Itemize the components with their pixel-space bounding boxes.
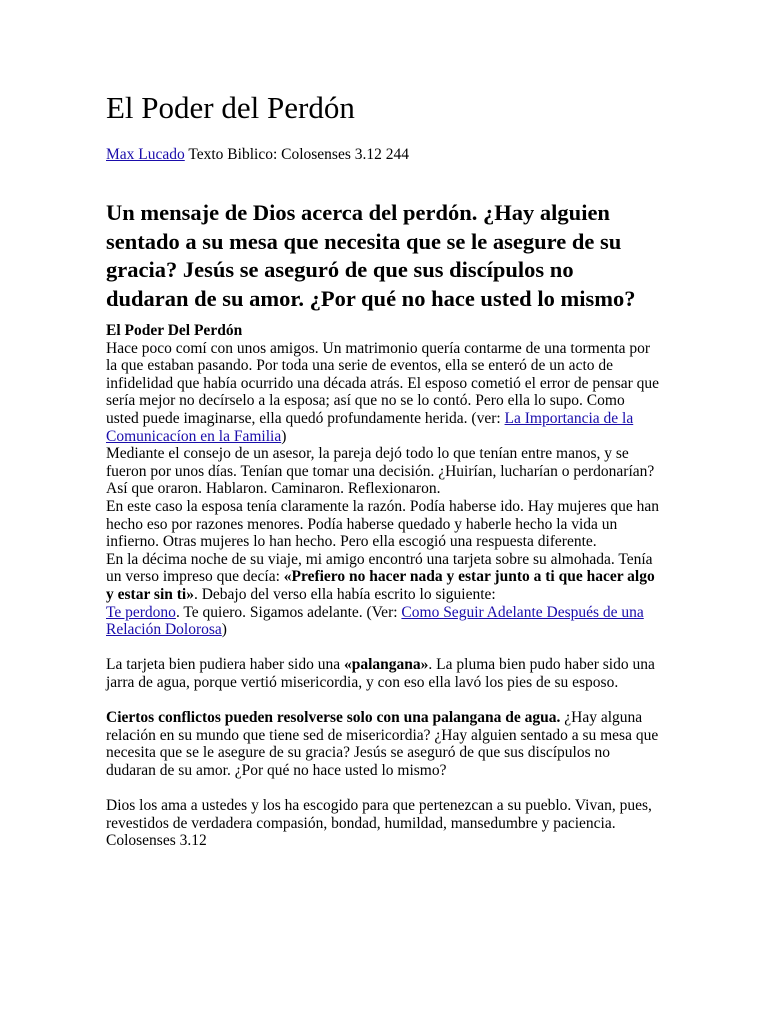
spacer bbox=[106, 639, 661, 657]
paragraph-3: En este caso la esposa tenía claramente la razón. Podía haberse ido. Hay mujeres que han hecho eso por razones menores. Podía haberse quedado y haberle hecho la vida un infierno. Otras mujeres lo han hecho. Pero ella escogió una respuesta diferente. bbox=[106, 497, 660, 551]
paragraph-5: Te perdono. Te quiero. Sigamos adelante. (Ver: Como Seguir Adelante Después de una Relación Dolorosa) bbox=[106, 603, 644, 639]
byline bbox=[106, 145, 409, 165]
moving-on-link[interactable]: Como Seguir Adelante Después de una Relación Dolorosa bbox=[106, 603, 644, 639]
byline-text: Texto Biblico: Colosenses 3.12 244 bbox=[184, 146, 410, 163]
communication-link[interactable]: La Importancia de la Comunicacíon en la Familia bbox=[106, 409, 634, 445]
paragraph-6: La tarjeta bien pudiera haber sido una «palangana». La pluma bien pudo haber sido una jarra de agua, porque vertió misericordia, y con eso ella lavó los pies de su esposo. bbox=[106, 656, 655, 691]
spacer bbox=[106, 779, 661, 797]
paragraph-2: Mediante el consejo de un asesor, la pareja dejó todo lo que tenían entre manos, y se fueron por unos días. Tenían que tomar una decisión. ¿Huirían, lucharían o perdonarían? Así que oraron. Hablaron. Caminaron. Reflexionaron. bbox=[106, 445, 655, 498]
paragraph-1: Hace poco comí con unos amigos. Un matrimonio quería contarme de una tormenta por la que estaban pasando. Por toda una serie de eventos, ella se enteró de un acto de infidelidad que había ocurrido una década atrás. El esposo cometió el error de pensar que sería mejor no decírselo a la esposa; así que no se lo contó. Pero ella lo supo. Como usted puede imaginarse, ella quedó profundamente herida. (ver: La Importancia de la Comunicacíon en la Familia) bbox=[106, 339, 660, 445]
paragraph-8: Dios los ama a ustedes y los ha escogido para que pertenezcan a su pueblo. Vivan, pues, revestidos de verdadera compasión, bondad, humildad, mansedumbre y paciencia. bbox=[106, 797, 652, 832]
card-verse: «Prefiero no hacer nada y estar junto a ti que hacer algo y estar sin ti» bbox=[106, 568, 655, 603]
te-perdono-link[interactable]: Te perdono bbox=[106, 603, 176, 621]
paragraph-7: Ciertos conflictos pueden resolverse solo con una palangana de agua. ¿Hay alguna relación en su mundo que tiene sed de misericordia? ¿Hay alguien sentado a su mesa que necesita que se le asegure de su gracia? Jesús se aseguró de que sus discípulos no dudaran de su amor. ¿Por qué no hace usted lo mismo? bbox=[106, 709, 659, 779]
summary-heading: Un mensaje de Dios acerca del perdón. ¿Hay alguien sentado a su mesa que necesita que se le asegure de su gracia? Jesús se aseguró de que sus discípulos no dudaran de su amor. ¿Por qué no hace usted lo mismo? bbox=[106, 200, 636, 311]
article-body bbox=[106, 322, 661, 850]
paragraph-4: En la décima noche de su viaje, mi amigo encontró una tarjeta sobre su almohada. Tenía un verso impreso que decía: «Prefiero no hacer nada y estar junto a ti que hacer algo y estar sin ti». Debajo del verso ella había escrito lo siguiente: bbox=[106, 550, 655, 603]
page-title: El Poder del Perdón bbox=[106, 90, 355, 125]
author-link[interactable]: Max Lucado bbox=[106, 146, 185, 163]
section-heading: El Poder Del Perdón bbox=[106, 322, 243, 339]
scripture-reference: Colosenses 3.12 bbox=[106, 832, 207, 850]
spacer bbox=[106, 691, 661, 709]
